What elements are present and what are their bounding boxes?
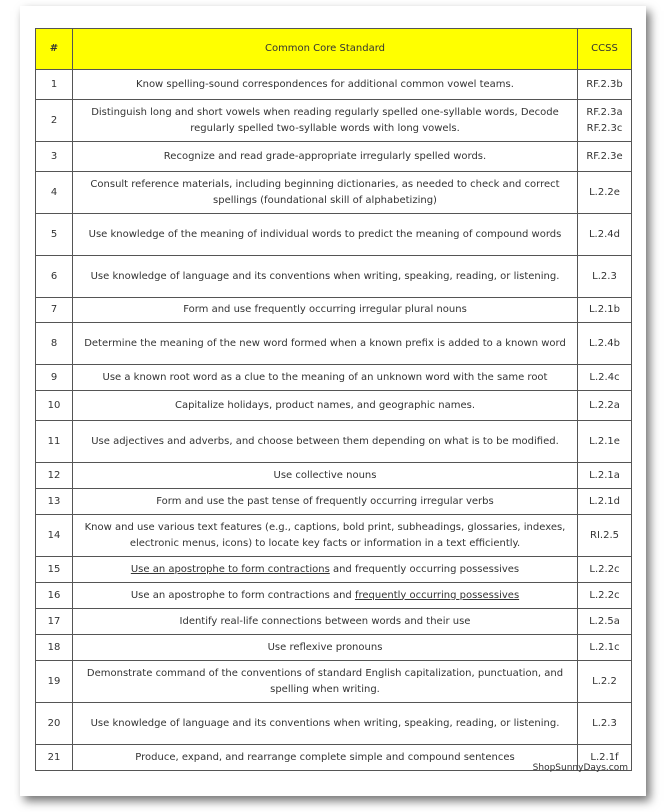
standards-table	[35, 28, 632, 771]
table-row	[36, 515, 632, 557]
row-standard: Capitalize holidays, product names, and geographic names.	[73, 391, 578, 421]
table-row	[36, 703, 632, 745]
row-code: L.2.1b	[578, 298, 632, 323]
table-row	[36, 365, 632, 391]
row-number: 18	[36, 635, 73, 661]
row-code-secondary: RF.2.3c	[586, 122, 623, 134]
table-row	[36, 100, 632, 142]
worksheet-page	[20, 6, 646, 796]
row-number: 11	[36, 421, 73, 463]
row-code: L.2.1f	[578, 745, 632, 771]
table-row	[36, 70, 632, 100]
row-number: 4	[36, 172, 73, 214]
standard-text-rest: and frequently occurring possessives	[329, 563, 520, 575]
row-standard: Use knowledge of the meaning of individual words to predict the meaning of compound words	[73, 214, 578, 256]
underlined-phrase: Use an apostrophe to form contractions	[130, 563, 330, 575]
table-row	[36, 391, 632, 421]
row-code	[578, 100, 632, 142]
table-row	[36, 661, 632, 703]
row-standard: Form and use the past tense of frequently occurring irregular verbs	[73, 489, 578, 515]
row-code: L.2.1a	[578, 463, 632, 489]
row-standard: Use reflexive pronouns	[73, 635, 578, 661]
table-row	[36, 142, 632, 172]
header-number: #	[36, 29, 73, 70]
row-number: 7	[36, 298, 73, 323]
table-row	[36, 609, 632, 635]
row-standard: Recognize and read grade-appropriate irregularly spelled words.	[73, 142, 578, 172]
row-code: RI.2.5	[578, 515, 632, 557]
table-row	[36, 421, 632, 463]
underlined-phrase: frequently occurring possessives	[354, 589, 520, 601]
row-code: L.2.1d	[578, 489, 632, 515]
row-number: 21	[36, 745, 73, 771]
row-code-primary: RF.2.3a	[586, 106, 623, 118]
row-code: L.2.3	[578, 703, 632, 745]
row-standard: Distinguish long and short vowels when reading regularly spelled one-syllable words, Decode regularly spelled two-syllable words with long vowels.	[73, 100, 578, 142]
table-row	[36, 298, 632, 323]
row-standard: Produce, expand, and rearrange complete simple and compound sentences	[73, 745, 578, 771]
row-number: 14	[36, 515, 73, 557]
standard-text-pre: Use an apostrophe to form contractions and	[130, 589, 355, 601]
row-standard: Demonstrate command of the conventions of standard English capitalization, punctuation, and spelling when writing.	[73, 661, 578, 703]
row-number: 1	[36, 70, 73, 100]
row-standard: Use a known root word as a clue to the meaning of an unknown word with the same root	[73, 365, 578, 391]
row-number: 16	[36, 583, 73, 609]
table-row	[36, 323, 632, 365]
row-number: 6	[36, 256, 73, 298]
row-standard: Use knowledge of language and its conventions when writing, speaking, reading, or listening.	[73, 703, 578, 745]
row-code: L.2.4c	[578, 365, 632, 391]
row-standard	[73, 557, 578, 583]
table-row	[36, 583, 632, 609]
row-code: L.2.2c	[578, 557, 632, 583]
row-code: RF.2.3e	[578, 142, 632, 172]
row-standard: Determine the meaning of the new word formed when a known prefix is added to a known word	[73, 323, 578, 365]
row-code: L.2.1c	[578, 635, 632, 661]
row-standard: Use collective nouns	[73, 463, 578, 489]
row-standard	[73, 583, 578, 609]
row-number: 12	[36, 463, 73, 489]
row-code: L.2.2	[578, 661, 632, 703]
table-row	[36, 463, 632, 489]
footer-site-credit: ShopSunnyDays.com	[532, 763, 628, 773]
row-number: 2	[36, 100, 73, 142]
row-standard: Know and use various text features (e.g., captions, bold print, subheadings, glossaries, indexes, electronic menus, icons) to locate key facts or information in a text efficiently.	[73, 515, 578, 557]
table-row	[36, 172, 632, 214]
row-number: 3	[36, 142, 73, 172]
table-row	[36, 557, 632, 583]
row-code: L.2.5a	[578, 609, 632, 635]
row-standard: Consult reference materials, including beginning dictionaries, as needed to check and correct spellings (foundational skill of alphabetizing)	[73, 172, 578, 214]
row-number: 10	[36, 391, 73, 421]
row-standard: Form and use frequently occurring irregular plural nouns	[73, 298, 578, 323]
table-row	[36, 214, 632, 256]
row-standard: Use knowledge of language and its conventions when writing, speaking, reading, or listening.	[73, 256, 578, 298]
header-ccss: CCSS	[578, 29, 632, 70]
row-code: L.2.2e	[578, 172, 632, 214]
table-row	[36, 256, 632, 298]
row-standard: Use adjectives and adverbs, and choose between them depending on what is to be modified.	[73, 421, 578, 463]
row-standard: Know spelling-sound correspondences for additional common vowel teams.	[73, 70, 578, 100]
row-number: 19	[36, 661, 73, 703]
row-code: L.2.4d	[578, 214, 632, 256]
row-code: L.2.2a	[578, 391, 632, 421]
header-standard: Common Core Standard	[73, 29, 578, 70]
row-code: L.2.1e	[578, 421, 632, 463]
row-number: 17	[36, 609, 73, 635]
row-number: 5	[36, 214, 73, 256]
row-code: RF.2.3b	[578, 70, 632, 100]
row-code: L.2.4b	[578, 323, 632, 365]
row-number: 15	[36, 557, 73, 583]
row-standard: Identify real-life connections between words and their use	[73, 609, 578, 635]
row-number: 20	[36, 703, 73, 745]
table-header-row	[36, 29, 632, 70]
table-row	[36, 635, 632, 661]
row-number: 8	[36, 323, 73, 365]
row-code: L.2.2c	[578, 583, 632, 609]
table-row	[36, 489, 632, 515]
row-number: 9	[36, 365, 73, 391]
row-code: L.2.3	[578, 256, 632, 298]
row-number: 13	[36, 489, 73, 515]
